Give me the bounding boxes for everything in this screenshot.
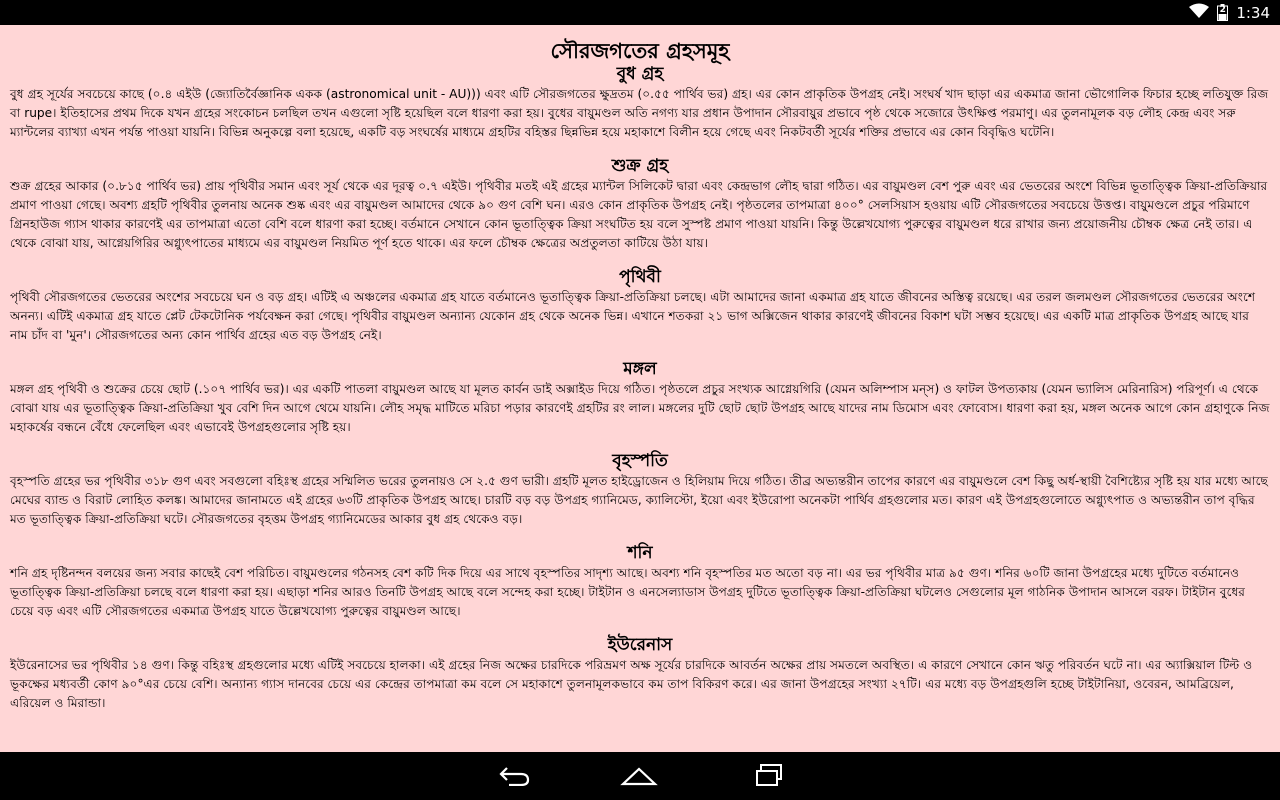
status-icons [1189,3,1270,22]
recent-apps-button[interactable] [749,762,789,792]
section-mars [0,358,1280,437]
section-body: পৃথিবী সৌরজগতের ভেতরের অংশের সবচেয়ে ঘন ও বড় গ্রহ। এটিই এ অঞ্চলের একমাত্র গ্রহ যাতে বর্তমানেও ভূতাত্ত্বিক ক্রিয়া-প্রতিক্রিয়া চলছে। এটা আমাদের জানা একমাত্র গ্রহ যাতে জীবনের অস্তিত্ব রয়েছে। এর তরল জলমণ্ডল সৌরজগতের ভেতরের অংশে অনন্য। এটিই একমাত্র গ্রহ যাতে প্লেট টেকটোনিক পর্যবেক্ষন করা গেছে। পৃথিবীর বায়ুমণ্ডল অন্যান্য যেকোন গ্রহ থেকে অনেক ভিন্ন। এখানে শতকরা ২১ ভাগ অক্সিজেন থাকার কারণেই জীবনের বিকাশ ঘটা সম্ভব হয়েছে। এর একটি মাত্র প্রাকৃতিক উপগ্রহ আছে যার নাম চাঁদ বা 'মুন'। সৌরজগতের অন্য কোন পার্থিব গ্রহের এত বড় উপগ্রহ নেই। [10,290,1256,342]
home-icon [619,764,659,790]
section-title: শুক্র গ্রহ [611,156,669,176]
article-content[interactable] [0,25,1280,752]
section-title: মঙ্গল [623,359,657,379]
status-bar [0,0,1280,25]
section-uranus [0,634,1280,713]
back-button[interactable] [494,762,534,792]
section-title: শনি [627,543,653,563]
wifi-icon [1189,3,1209,23]
section-body: বুধ গ্রহ সূর্যের সবচেয়ে কাছে (০.৪ এইউ (জ্যোতির্বৈজ্ঞানিক একক (astronomical unit - AU))) এবং এটি সৌরজগতের ক্ষুদ্রতম (০.৫৫ পার্থিব ভর) গ্রহ। এর কোন প্রাকৃতিক উপগ্রহ নেই। সংঘর্ষ খাদ ছাড়া এর একমাত্র জানা ভৌগোলিক ফিচার হচ্ছে লতিযুক্ত রিজ বা rupe। ইতিহাসের প্রথম দিকে যখন গ্রহের সংকোচন চলছিল তখন এগুলো সৃষ্টি হয়েছিল বলে ধারণা করা হয়। বুধের বায়ুমণ্ডল অতি নগণ্য যার প্রধান উপাদান সৌরবায়ুর প্রভাবে পৃষ্ঠ থেকে সজোরে উৎক্ষিপ্ত পরমাণু। এর তুলনামূলক বড় লৌহ কেন্দ্র এবং সরু ম্যান্টলের ব্যাখ্যা এখন পর্যন্ত পাওয়া যায়নি। বিভিন্ন অনুকল্পে বলা হয়েছে, একটি বড় সংঘর্ষের মাধ্যমে গ্রহটির বহিস্তর ছিন্নভিন্ন হয়ে মহাকাশে বিলীন হয়ে গেছে এবং নিকটবর্তী সূর্যের শক্তির প্রভাবে এর কোন বিবৃদ্ধিও ঘটেনি। [10,87,1269,139]
status-time: 1:34 [1236,3,1270,22]
section-title: ইউরেনাস [607,635,673,655]
home-button[interactable] [619,762,659,792]
section-earth [0,266,1280,345]
section-jupiter [0,450,1280,529]
battery-icon [1217,4,1228,21]
section-title: বৃহস্পতি [612,451,668,471]
section-title: বুধ গ্রহ [616,64,664,84]
navigation-bar [0,752,1280,800]
section-title: পৃথিবী [619,267,661,287]
section-body: বৃহস্পতি গ্রহের ভর পৃথিবীর ৩১৮ গুণ এবং সবগুলো বহিঃস্থ গ্রহের সম্মিলিত ভরের তুলনায়ও সে ২.৫ গুণ ভারী। গ্রহটি মূলত হাইড্রোজেন ও হিলিয়াম দিয়ে গঠিত। তীব্র অভ্যন্তরীন তাপের কারণে এর বায়ুমণ্ডলে বেশ কিছু অর্ধ-স্থায়ী বৈশিষ্ট্যের সৃষ্টি হয় যার মধ্যে আছে মেঘের ব্যান্ড ও বিরাট লোহিত কলঙ্ক। আমাদের জানামতে এই গ্রহের ৬৩টি প্রাকৃতিক উপগ্রহ আছে। চারটি বড় বড় উপগ্রহ গ্যানিমেড, ক্যালিস্টো, ইয়ো এবং ইউরোপা অনেকটা পার্থিব গ্রহগুলোর মত। কারণ এই উপগ্রহগুলোতে অগ্ন্যুৎপাত ও অভ্যন্তরীন তাপ বৃদ্ধির মত ভূতাত্ত্বিক ক্রিয়া-প্রতিক্রিয়া ঘটে। সৌরজগতের বৃহত্তম উপগ্রহ গ্যানিমেডের আকার বুধ গ্রহ থেকেও বড়। [10,474,1268,526]
section-venus [0,155,1280,253]
section-body: শনি গ্রহ দৃষ্টিনন্দন বলয়ের জন্য সবার কাছেই বেশ পরিচিত। বায়ুমণ্ডলের গঠনসহ বেশ কটি দিক দিয়ে এর সাথে বৃহস্পতির সাদৃশ্য আছে। অবশ্য শনি বৃহস্পতির মত অতো বড় না। এর ভর পৃথিবীর মাত্র ৯৫ গুণ। শনির ৬০টি জানা উপগ্রহের মধ্যে দুটিতে বর্তমানেও ভূতাত্ত্বিক ক্রিয়া-প্রতিক্রিয়া চলছে বলে ধারণা করা হয়। এছাড়া শনির আরও তিনটি উপগ্রহ আছে বলে সন্দেহ করা হচ্ছে। টাইটান ও এনসেল্যাডাস উপগ্রহ দুটিতে ভূতাত্ত্বিক ক্রিয়া-প্রতিক্রিয়া ঘটলেও সেগুলোর মূল গাঠনিক উপাদান আসলে বরফ। টাইটান বুধের চেয়ে বড় এবং এটি সৌরজগতের একমাত্র উপগ্রহ যাতে উল্লেখযোগ্য পুরুত্বের বায়ুমণ্ডল আছে। [10,566,1246,618]
section-saturn [0,542,1280,621]
section-mercury [0,63,1280,142]
section-body: শুক্র গ্রহের আকার (০.৮১৫ পার্থিব ভর) প্রায় পৃথিবীর সমান এবং সূর্য থেকে এর দূরত্ব ০.৭ এইউ। পৃথিবীর মতই এই গ্রহের ম্যান্টল সিলিকেট দ্বারা এবং কেন্দ্রভাগ লৌহ দ্বারা গঠিত। এর বায়ুমণ্ডল বেশ পুরু এবং এর ভেতরের অংশে বিভিন্ন ভূতাত্ত্বিক ক্রিয়া-প্রতিক্রিয়ার প্রমাণ পাওয়া গেছে। অবশ্য গ্রহটি পৃথিবীর তুলনায় অনেক শুষ্ক এবং এর বায়ুমণ্ডল আমাদের থেকে ৯০ গুণ বেশি ঘন। এরও কোন প্রাকৃতিক উপগ্রহ নেই। পৃষ্ঠতলের তাপমাত্রা ৪০০° সেলসিয়াস হওয়ায় এটি সৌরজগতের সবচেয়ে উত্তপ্ত। বায়ুমণ্ডলে প্রচুর পরিমাণে গ্রিনহাউজ গ্যাস থাকার কারণেই এর তাপমাত্রা এতো বেশি বলে ধারণা করা হচ্ছে। বর্তমানে সেখানে কোন ভূতাত্ত্বিক ক্রিয়া সংঘটিত হয় বলে সুস্পষ্ট প্রমাণ পাওয়া যায়নি। কিন্তু উল্লেখযোগ্য পুরুত্বের বায়ুমণ্ডল ধরে রাখার জন্য প্রয়োজনীয় চৌম্বক ক্ষেত্র নেই তার। এ থেকে বোঝা যায়, আগ্নেয়গিরির অগ্ন্যুৎপাতের মাধ্যমে এর বায়ুমণ্ডল নিয়মিত পূর্ণ হতে থাকে। এর ফলে চৌম্বক ক্ষেত্রের অপ্রতুলতা কাটিয়ে উঠা যায়। [10,179,1268,250]
battery-level: 2 [1219,5,1226,15]
back-icon [497,764,531,790]
section-body: মঙ্গল গ্রহ পৃথিবী ও শুক্রের চেয়ে ছোট (.১০৭ পার্থিব ভর)। এর একটি পাতলা বায়ুমণ্ডল আছে যা মূলত কার্বন ডাই অক্সাইড দিয়ে গঠিত। পৃষ্ঠতলে প্রচুর সংখ্যক আগ্নেয়গিরি (যেমন অলিম্পাস মন্‌স) ও ফাটল উপত্যকায় (যেমন ভ্যালিস মেরিনারিস) পরিপূর্ণ। এ থেকে বোঝা যায় এর ভূতাত্ত্বিক ক্রিয়া-প্রতিক্রিয়া খুব বেশি দিন আগে থেমে যায়নি। লৌহ সমৃদ্ধ মাটিতে মরিচা পড়ার কারণেই গ্রহটির রং লাল। মঙ্গলের দুটি ছোট ছোট উপগ্রহ আছে যাদের নাম ডিমোস এবং ফোবোস। ধারণা করা হয়, মঙ্গল অনেক আগে কোন গ্রহাণুকে নিজ মহাকর্ষের বন্ধনে বেঁধে ফেলেছিল এবং এভাবেই উপগ্রহগুলোর সৃষ্টি হয়। [10,382,1270,434]
recent-apps-icon [752,763,786,791]
section-body: ইউরেনাসের ভর পৃথিবীর ১৪ গুণ। কিন্তু বহিঃস্থ গ্রহগুলোর মধ্যে এটিই সবচেয়ে হালকা। এই গ্রহের নিজ অক্ষের চারদিকে পরিভ্রমণ অক্ষ সূর্যের চারদিকে আবর্তন অক্ষের প্রায় সমতলে অবস্থিত। এ কারণে সেখানে কোন ঋতু পরিবর্তন ঘটে না। এর অ্যাক্সিয়াল টিল্ট ও ভূকক্ষের মধ্যবর্তী কোণ ৯০°এর চেয়ে বেশি। অন্যান্য গ্যাস দানবের চেয়ে এর কেন্দ্রের তাপমাত্রা কম বলে সে মহাকাশে তুলনামূলকভাবে কম তাপ বিকিরণ করে। এর জানা উপগ্রহের সংখ্যা ২৭টি। এর মধ্যে বড় উপগ্রহগুলি হচ্ছে টাইটানিয়া, ওবেরন, আমব্রিয়েল, এরিয়েল ও মিরান্ডা। [10,658,1253,710]
page-title: সৌরজগতের গ্রহসমূহ [550,39,730,63]
